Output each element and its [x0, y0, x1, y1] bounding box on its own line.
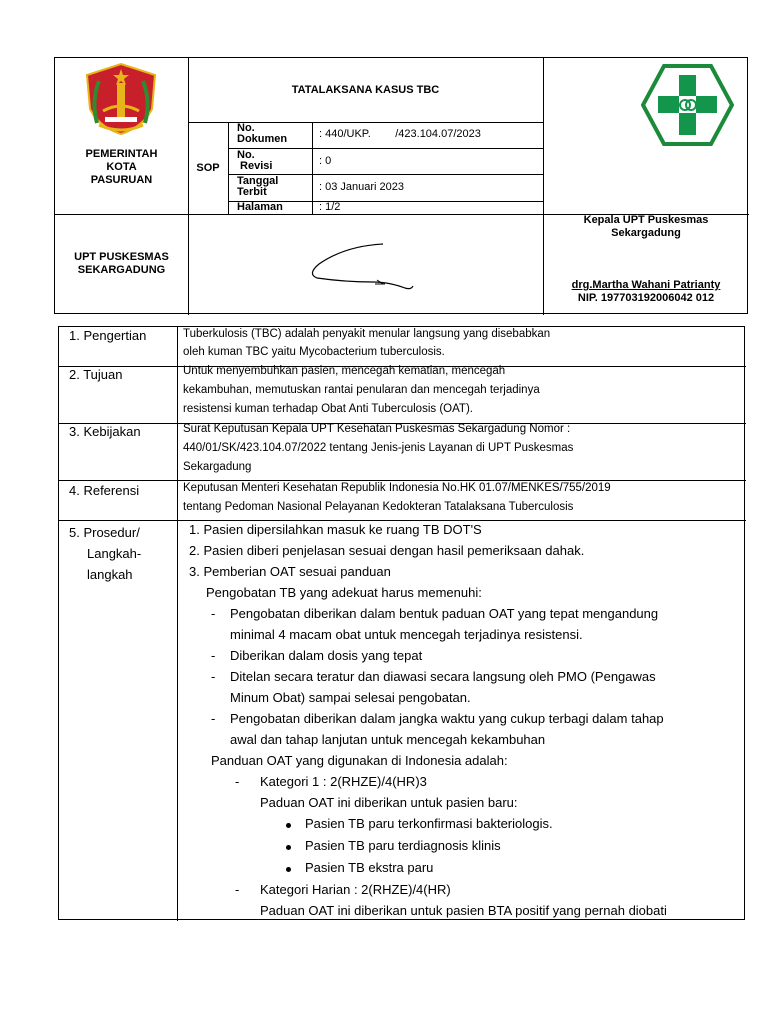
divider [228, 148, 543, 149]
meta-label-revisi: No. Revisi [237, 149, 273, 172]
requirement-line: Ditelan secara teratur dan diawasi secara langsung oleh PMO (Pengawas [230, 669, 656, 684]
dash-marker: - [235, 774, 240, 789]
text-line: oleh kuman TBC yaitu Mycobacterium tuberculosis. [183, 346, 445, 358]
org-line: PEMERINTAH [85, 148, 158, 160]
unit-line: UPT PUSKESMAS [74, 251, 169, 263]
requirement-line: Pengobatan diberikan dalam jangka waktu yang cukup terbagi dalam tahap [230, 711, 664, 726]
requirement-line: Minum Obat) sampai selesai pengobatan. [230, 690, 471, 705]
text-line: Untuk menyembuhkan pasien, mencegah kematian, mencegah [183, 365, 506, 377]
signer-nip: NIP. 197703192006042 012 [577, 292, 715, 304]
requirement-line: awal dan tahap lanjutan untuk mencegah kekambuhan [230, 732, 546, 747]
row-label-referensi: 4. Referensi [69, 483, 140, 498]
text-line: Keputusan Menteri Kesehatan Republik Indonesia No.HK 01.07/MENKES/755/2019 [183, 482, 611, 494]
procedure-intro: Pengobatan TB yang adekuat harus memenuhi: [206, 585, 482, 600]
procedure-step: 3. Pemberian OAT sesuai panduan [189, 564, 391, 579]
sop-label: SOP [196, 162, 220, 174]
dash-marker: - [211, 669, 216, 684]
kategori-2-desc: Paduan OAT ini diberikan untuk pasien BTA positif yang pernah diobati [260, 903, 667, 918]
meta-label-halaman: Halaman [237, 201, 283, 213]
dash-marker: - [211, 648, 216, 663]
signer-title: Kepala UPT Puskesmas [583, 214, 709, 226]
text-line: kekambuhan, memutuskan rantai penularan dan mencegah terjadinya [183, 384, 540, 396]
unit-line: SEKARGADUNG [77, 264, 166, 276]
signer-name: drg.Martha Wahani Patrianty [571, 279, 721, 291]
kategori-1-item: Pasien TB ekstra paru [305, 860, 434, 875]
divider [59, 480, 746, 481]
text-line: Surat Keputusan Kepala UPT Kesehatan Puskesmas Sekargadung Nomor : [183, 423, 571, 435]
requirement-line: minimal 4 macam obat untuk mencegah terjadinya resistensi. [230, 627, 583, 642]
signer-title: Sekargadung [611, 227, 681, 239]
requirement-line: Diberikan dalam dosis yang tepat [230, 648, 423, 663]
kategori-1-desc: Paduan OAT ini diberikan untuk pasien baru: [260, 795, 518, 810]
meta-value-dokumen: : 440/UKP. /423.104.07/2023 [319, 128, 481, 140]
procedure-step: 1. Pasien dipersilahkan masuk ke ruang TB DOT'S [189, 522, 482, 537]
dash-marker: - [211, 606, 216, 621]
text-line: 440/01/SK/423.104.07/2022 tentang Jenis-jenis Layanan di UPT Puskesmas [183, 442, 574, 454]
requirement-line: Pengobatan diberikan dalam bentuk paduan OAT yang tepat mengandung [230, 606, 659, 621]
meta-value-halaman: : 1/2 [319, 201, 341, 213]
row-label-tujuan: 2. Tujuan [69, 367, 123, 382]
meta-label-terbit: Tanggal Terbit [237, 175, 279, 198]
divider [543, 58, 544, 315]
sop-content-table [58, 326, 745, 920]
meta-value-terbit: : 03 Januari 2023 [319, 181, 405, 193]
kategori-1-item: Pasien TB paru terkonfirmasi bakteriologis. [305, 816, 553, 831]
text-line: Tuberkulosis (TBC) adalah penyakit menular langsung yang disebabkan [183, 328, 551, 340]
divider [177, 327, 178, 921]
bullet-marker [286, 823, 291, 828]
dash-marker: - [235, 882, 240, 897]
meta-value-revisi: : 0 [319, 155, 332, 167]
procedure-step: 2. Pasien diberi penjelasan sesuai dengan hasil pemeriksaan dahak. [189, 543, 585, 558]
panduan-intro: Panduan OAT yang digunakan di Indonesia adalah: [211, 753, 508, 768]
org-line: KOTA [106, 161, 137, 173]
text-line: resistensi kuman terhadap Obat Anti Tuberculosis (OAT). [183, 403, 473, 415]
row-label-kebijakan: 3. Kebijakan [69, 424, 141, 439]
dash-marker: - [211, 711, 216, 726]
kategori-1: Kategori 1 : 2(RHZE)/4(HR)3 [260, 774, 427, 789]
kategori-2: Kategori Harian : 2(RHZE)/4(HR) [260, 882, 451, 897]
divider [59, 520, 746, 521]
text-line: Sekargadung [183, 461, 252, 473]
row-label-pengertian: 1. Pengertian [69, 328, 147, 343]
document-title: TATALAKSANA KASUS TBC [291, 84, 440, 96]
pasuruan-emblem-icon [83, 61, 159, 137]
org-line: PASURUAN [90, 174, 153, 186]
meta-label-dokumen: No. Dokumen [237, 122, 288, 145]
text-line: tentang Pedoman Nasional Pelayanan Kedokteran Tatalaksana Tuberculosis [183, 501, 574, 513]
row-label-prosedur: 5. Prosedur/ Langkah- langkah [69, 525, 142, 582]
signature-icon [305, 236, 425, 296]
bullet-marker [286, 845, 291, 850]
puskesmas-logo-icon [641, 63, 734, 147]
kategori-1-item: Pasien TB paru terdiagnosis klinis [305, 838, 501, 853]
sop-header [54, 57, 748, 314]
bullet-marker [286, 867, 291, 872]
